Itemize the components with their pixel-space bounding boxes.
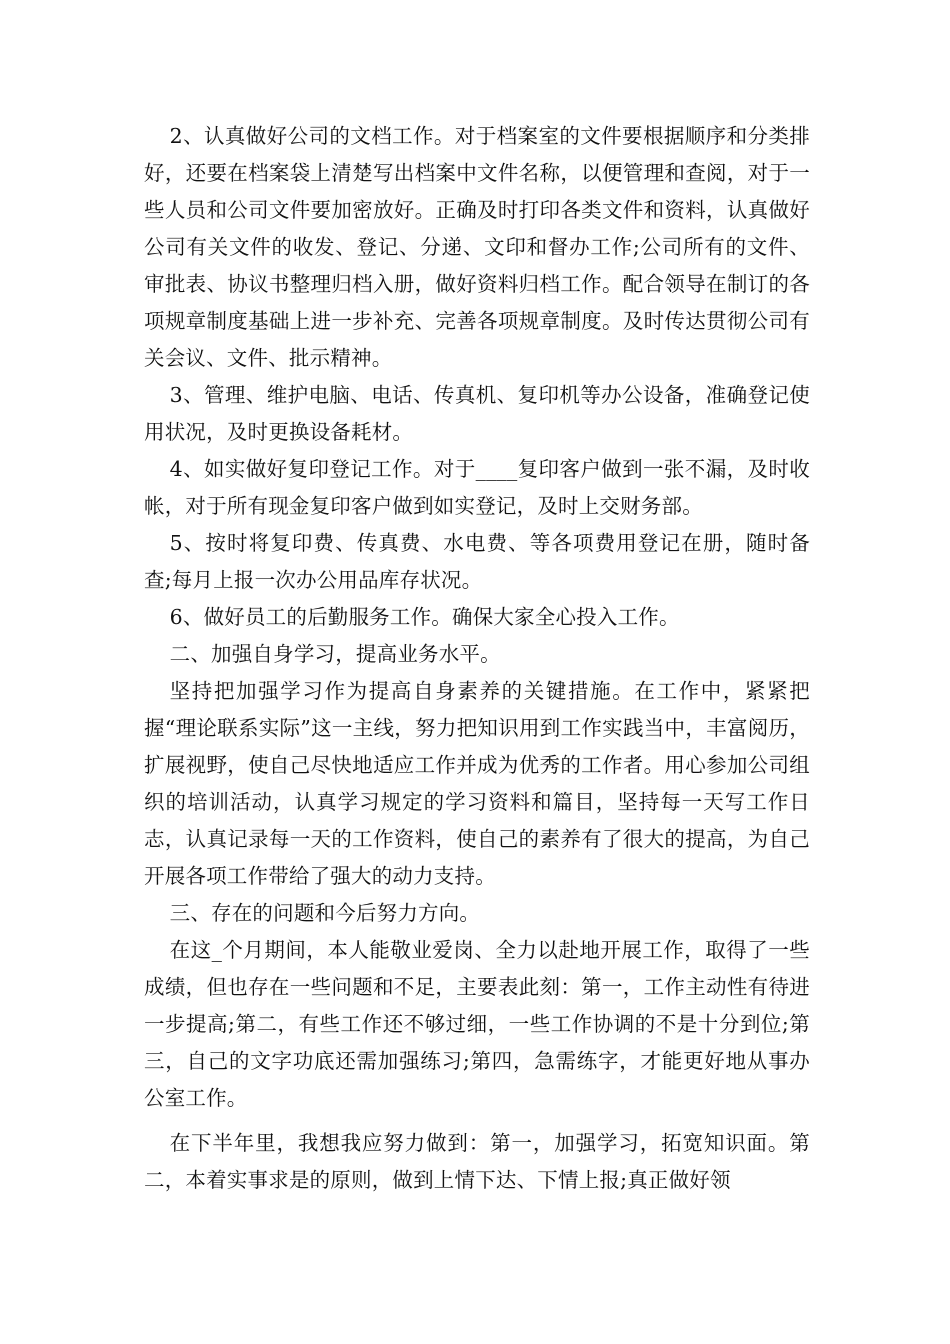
section-heading-3: 三、存在的问题和今后努力方向。 [169,901,481,925]
paragraph-item-4: 4、如实做好复印登记工作。对于____复印客户做到一张不漏，及时收帐，对于所有现金复印客户做到如实登记，及时上交财务部。 [144,457,810,518]
paragraph-plan: 在下半年里，我想我应努力做到：第一，加强学习，拓宽知识面。第二，本着实事求是的原则，做到上情下达、下情上报;真正做好领 [144,1131,810,1192]
paragraph-study: 坚持把加强学习作为提高自身素养的关键措施。在工作中，紧紧把握“理论联系实际”这一主线，努力把知识用到工作实践当中，丰富阅历，扩展视野，使自己尽快地适应工作并成为优秀的工作者。用心参加公司组织的培训活动，认真学习规定的学习资料和篇目，坚持每一天写工作日志，认真记录每一天的工作资料，使自己的素养有了很大的提高，为自己开展各项工作带给了强大的动力支持。 [144,679,810,888]
paragraph-item-2: 2、认真做好公司的文档工作。对于档案室的文件要根据顺序和分类排好，还要在档案袋上清楚写出档案中文件名称，以便管理和查阅，对于一些人员和公司文件要加密放好。正确及时打印各类文件和资料，认真做好公司有关文件的收发、登记、分递、文印和督办工作;公司所有的文件、审批表、协议书整理归档入册，做好资料归档工作。配合领导在制订的各项规章制度基础上进一步补充、完善各项规章制度。及时传达贯彻公司有关会议、文件、批示精神。 [144,124,810,370]
document-body [144,118,810,1199]
paragraph-problems: 在这_个月期间，本人能敬业爱岗、全力以赴地开展工作，取得了一些成绩，但也存在一些问题和不足，主要表此刻：第一，工作主动性有待进一步提高;第二，有些工作还不够过细，一些工作协调的不是十分到位;第三，自己的文字功底还需加强练习;第四，急需练字，才能更好地从事办公室工作。 [144,938,810,1110]
paragraph-item-6: 6、做好员工的后勤服务工作。确保大家全心投入工作。 [169,605,680,629]
section-heading-2: 二、加强自身学习，提高业务水平。 [169,642,501,666]
paragraph-item-5: 5、按时将复印费、传真费、水电费、等各项费用登记在册，随时备查;每月上报一次办公用品库存状况。 [144,531,810,592]
paragraph-item-3: 3、管理、维护电脑、电话、传真机、复印机等办公设备，准确登记使用状况，及时更换设备耗材。 [144,383,810,444]
